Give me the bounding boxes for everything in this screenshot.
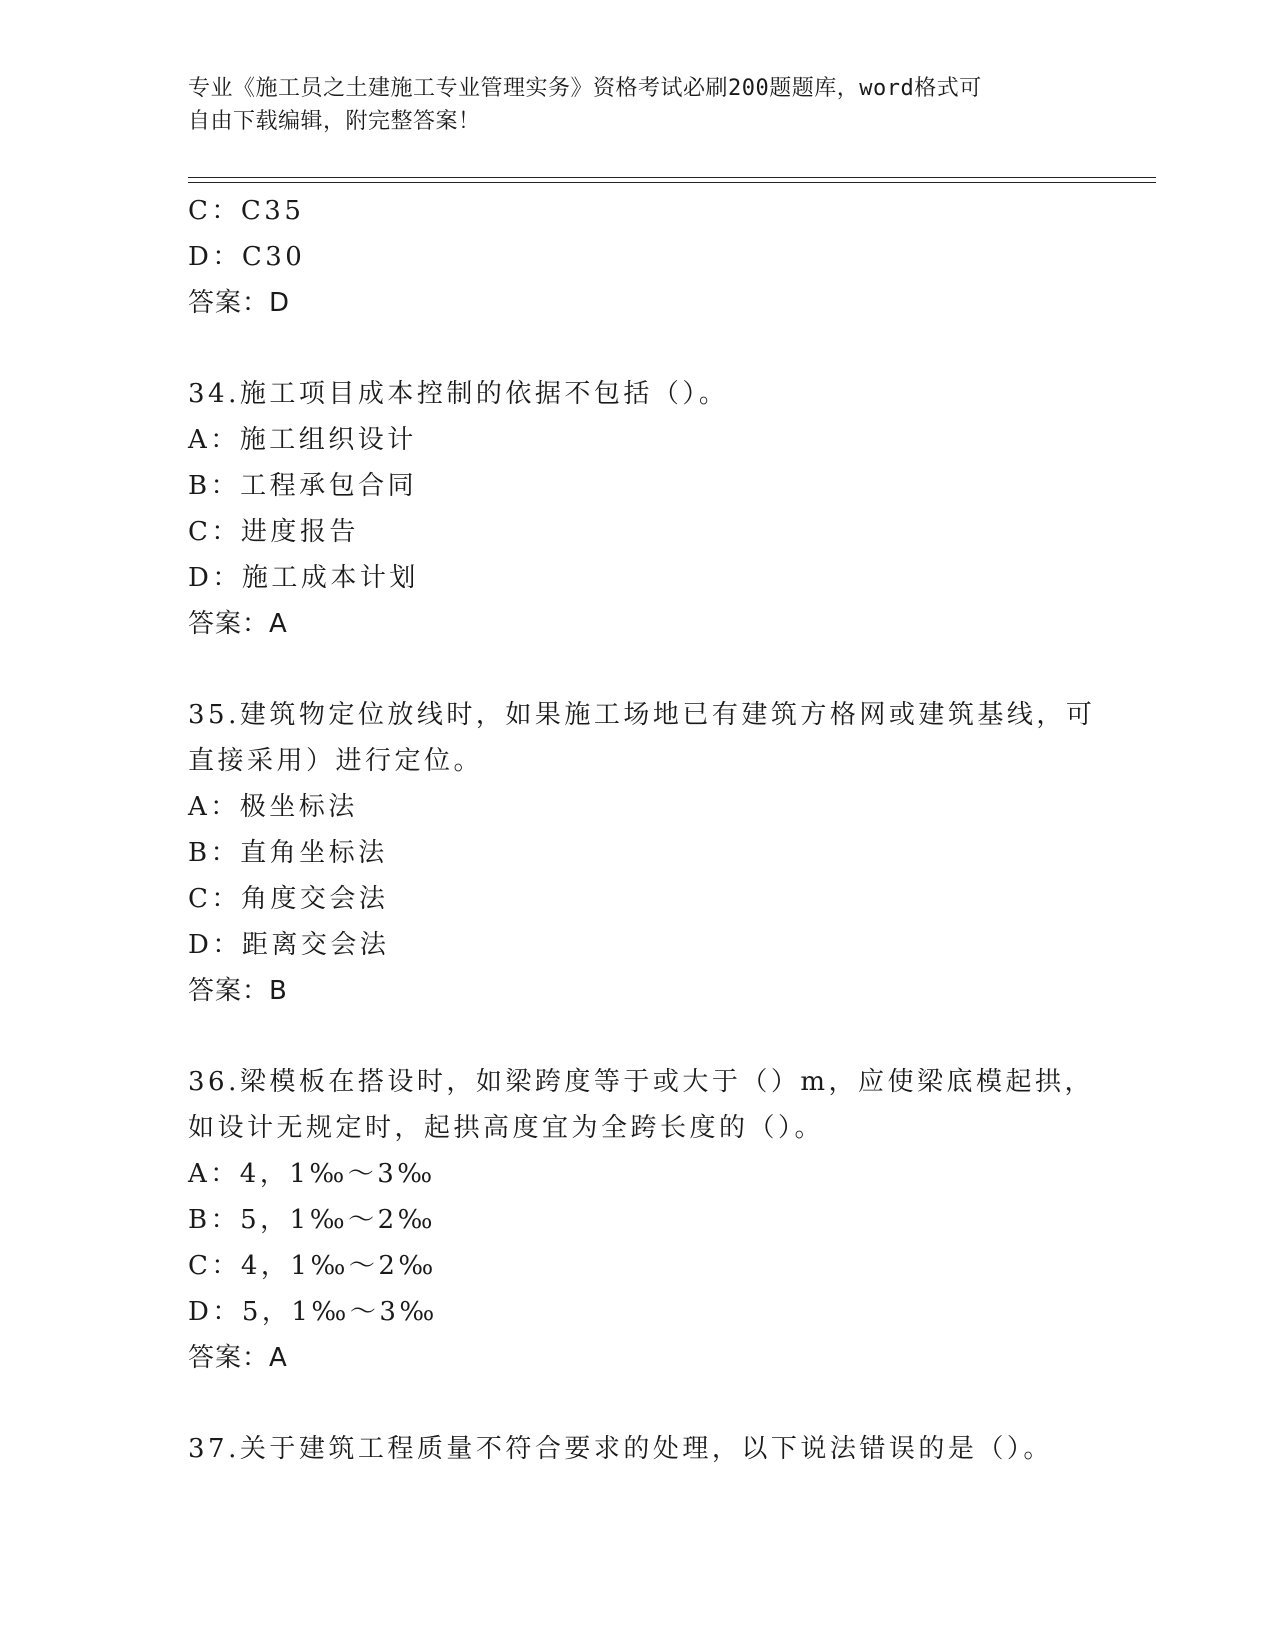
option-c: C：4，1‰～2‰ (188, 1251, 437, 1281)
question-stem-line-1: 36.梁模板在搭设时，如梁跨度等于或大于（）m，应使梁底模起拱， (188, 1067, 1095, 1097)
header-rule-bottom (188, 182, 1156, 183)
question-34 (188, 371, 1128, 647)
question-36 (188, 1059, 1128, 1381)
answer-line: 答案：A (188, 1343, 288, 1373)
question-stem-line-2: 直接采用）进行定位。 (188, 746, 484, 776)
answer-line: 答案：D (188, 288, 291, 318)
option-c: C：角度交会法 (188, 884, 389, 914)
option-a: A：4，1‰～3‰ (188, 1159, 436, 1189)
option-b: B：直角坐标法 (188, 838, 388, 868)
option-d: D：施工成本计划 (188, 563, 419, 593)
answer-line: 答案：A (188, 609, 288, 639)
option-b: B：5，1‰～2‰ (188, 1205, 437, 1235)
question-35 (188, 692, 1128, 1014)
option-a: A：极坐标法 (188, 792, 358, 822)
option-a: A：施工组织设计 (188, 425, 417, 455)
header-rule-top (188, 177, 1156, 178)
header-line-1: 专业《施工员之土建施工专业管理实务》资格考试必刷200题题库，word格式可 (188, 76, 982, 101)
prev-question-block (188, 188, 1128, 326)
question-stem-line-2: 如设计无规定时，起拱高度宜为全跨长度的（）。 (188, 1113, 825, 1143)
question-stem: 34.施工项目成本控制的依据不包括（）。 (188, 379, 729, 409)
option-b: B：工程承包合同 (188, 471, 418, 501)
question-37 (188, 1426, 1128, 1472)
option-c: C：C35 (188, 196, 305, 226)
question-stem-line-1: 35.建筑物定位放线时，如果施工场地已有建筑方格网或建筑基线，可 (188, 700, 1096, 730)
option-d: D：距离交会法 (188, 930, 390, 960)
question-stem: 37.关于建筑工程质量不符合要求的处理，以下说法错误的是（）。 (188, 1434, 1053, 1464)
header-line-2: 自由下载编辑，附完整答案！ (188, 109, 481, 134)
option-d: D：5，1‰～3‰ (188, 1297, 438, 1327)
option-d: D：C30 (188, 242, 306, 272)
page-header (188, 72, 1068, 138)
answer-line: 答案：B (188, 976, 288, 1006)
option-c: C：进度报告 (188, 517, 359, 547)
question-list (188, 188, 1128, 1472)
